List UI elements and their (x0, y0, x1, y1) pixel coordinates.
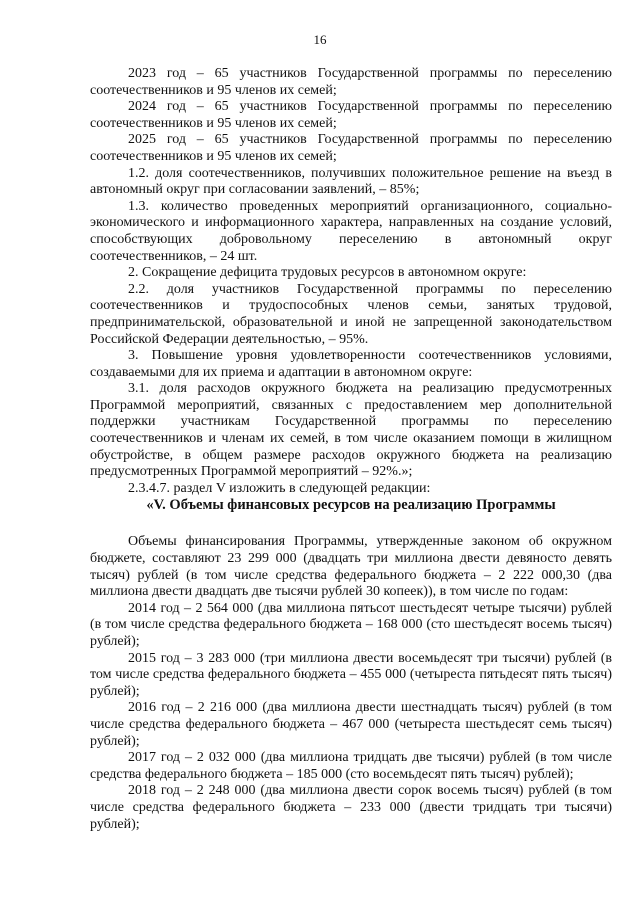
paragraph-year-2016: 2016 год – 2 216 000 (два миллиона двести шестнадцать тысяч) рублей (в том числе средства федерального бюджета – 467 000 (четыреста шестьдесят семь тысяч) рублей); (90, 700, 612, 749)
section-heading: «V. Объемы финансовых ресурсов на реализацию Программы (146, 497, 556, 514)
paragraph-3: 3. Повышение уровня удовлетворенности соотечественников условиями, создаваемыми для их приема и адаптации в автономном округе: (90, 348, 612, 380)
paragraph-year-2023: 2023 год – 65 участников Государственной программы по переселению соотечественников и 95 членов их семей; (90, 66, 612, 98)
paragraph-year-2014: 2014 год – 2 564 000 (два миллиона пятьсот шестьдесят четыре тысячи) рублей (в том числе средства федерального бюджета – 168 000 (сто шестьдесят восемь тысяч) рублей); (90, 600, 612, 649)
paragraph-2: 2. Сокращение дефицита трудовых ресурсов в автономном округе: (128, 265, 527, 281)
paragraph-1-2: 1.2. доля соотечественников, получивших положительное решение на въезд в автономный округ при согласовании заявлений, – 85%; (90, 165, 612, 198)
paragraph-1-3: 1.3. количество проведенных мероприятий организационного, социально-экономического и информационного характера, направленных на создание условий, способствующих добровольному переселению в автономный округ соотечественников, – 24 шт. (90, 198, 612, 264)
paragraph-year-2018: 2018 год – 2 248 000 (два миллиона двести сорок восемь тысяч) рублей (в том числе средства федерального бюджета – 233 000 (двести тридцать три тысячи) рублей); (90, 783, 612, 832)
paragraph-year-2015: 2015 год – 3 283 000 (три миллиона двести восемьдесят три тысячи) рублей (в том числе средства федерального бюджета – 455 000 (четыреста пятьдесят пять тысяч) рублей); (90, 650, 612, 699)
spacer (90, 516, 612, 534)
paragraph-year-2017: 2017 год – 2 032 000 (два миллиона тридцать две тысячи) рублей (в том числе средства федерального бюджета – 185 000 (сто восемьдесят пять тысяч) рублей); (90, 750, 612, 782)
paragraph-funding-total: Объемы финансирования Программы, утвержденные законом об окружном бюджете, составляют 23 299 000 (двадцать три миллиона двести девяносто девять тысяч) рублей (в том числе средства федерального бюджета – 2 222 000,30 (два миллиона двести двадцать две тысячи рублей 30 копеек)), в том числе по годам: (90, 534, 612, 600)
paragraph-year-2025: 2025 год – 65 участников Государственной программы по переселению соотечественников и 95 членов их семей; (90, 132, 612, 164)
paragraph-year-2024: 2024 год – 65 участников Государственной программы по переселению соотечественников и 95 членов их семей; (90, 99, 612, 131)
document-body (90, 66, 612, 833)
paragraph-2-3-4-7: 2.3.4.7. раздел V изложить в следующей редакции: (128, 480, 431, 496)
paragraph-2-2: 2.2. доля участников Государственной программы по переселению соотечественников и трудоспособных членов семьи, занятых трудовой, предпринимательской, образовательной и иной не запрещенной законодательством Российской Федерации деятельностью, – 95%. (90, 281, 612, 347)
page-number: 16 (313, 32, 327, 47)
paragraph-3-1: 3.1. доля расходов окружного бюджета на реализацию предусмотренных Программой мероприятий, связанных с предоставлением мер дополнительной поддержки участникам Государственной программы по переселению соотечественников и членам их семей, в том числе оказанием помощи в жилищном обустройстве, в общем размере расходов окружного бюджета на реализацию предусмотренных Программой мероприятий – 92%.»; (90, 381, 612, 480)
